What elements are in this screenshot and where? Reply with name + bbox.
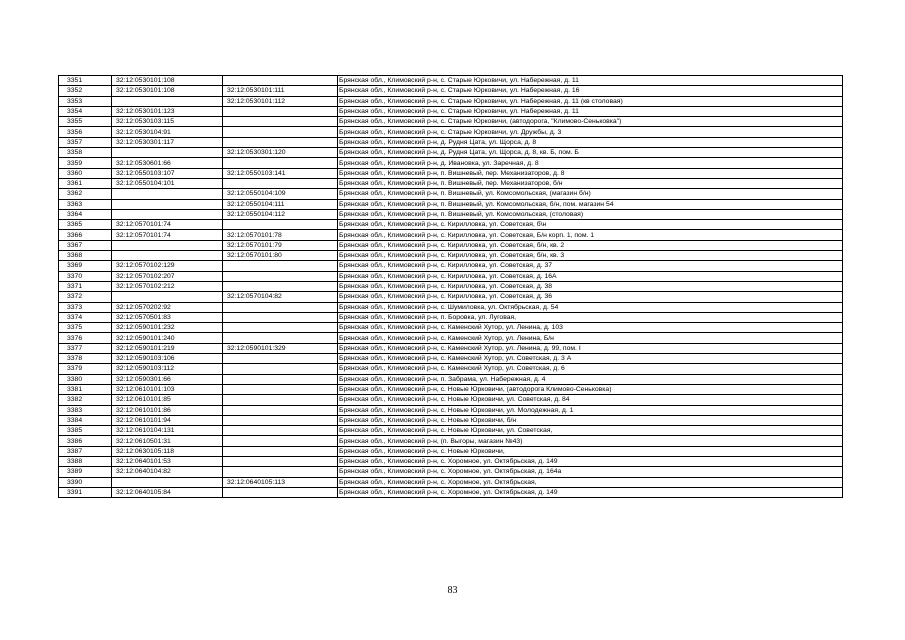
address-cell: Брянская обл., Климовский р-н, с. Новые Юрковичи, (автодорога Климово-Сеньковка) xyxy=(338,384,843,394)
table-row xyxy=(59,343,843,353)
related-cadastral-number-cell xyxy=(223,302,338,312)
cadastral-number-cell xyxy=(112,148,223,158)
cadastral-number-cell: 32:12:0640101:53 xyxy=(112,456,223,466)
address-cell: Брянская обл., Климовский р-н, п. Вишневый, ул. Комсомольская, б/н, пом. магазин 54 xyxy=(338,199,843,209)
related-cadastral-number-cell: 32:12:0570104:82 xyxy=(223,292,338,302)
related-cadastral-number-cell xyxy=(223,281,338,291)
table-row xyxy=(59,251,843,261)
address-cell: Брянская обл., Климовский р-н, д. Рудня Цата, ул. Щорса, д. 8 xyxy=(338,137,843,147)
cadastral-number-cell xyxy=(112,96,223,106)
address-cell: Брянская обл., Климовский р-н, с. Кирилловка, ул. Советская, д. 36 xyxy=(338,292,843,302)
row-number-cell: 3387 xyxy=(59,446,112,456)
table-row xyxy=(59,158,843,168)
related-cadastral-number-cell xyxy=(223,106,338,116)
cadastral-number-cell: 32:12:0530104:91 xyxy=(112,127,223,137)
related-cadastral-number-cell xyxy=(223,354,338,364)
table-row xyxy=(59,436,843,446)
address-cell: Брянская обл., Климовский р-н, с. Старые Юрковичи, ул. Набережная, д. 11 (кв столовая) xyxy=(338,96,843,106)
row-number-cell: 3391 xyxy=(59,487,112,497)
address-cell: Брянская обл., Климовский р-н, с. Кирилловка, ул. Советская, д. 37 xyxy=(338,261,843,271)
table-row xyxy=(59,96,843,106)
row-number-cell: 3360 xyxy=(59,168,112,178)
row-number-cell: 3367 xyxy=(59,240,112,250)
cadastral-number-cell: 32:12:0550103:107 xyxy=(112,168,223,178)
related-cadastral-number-cell: 32:12:0550104:111 xyxy=(223,199,338,209)
table-row xyxy=(59,137,843,147)
address-cell: Брянская обл., Климовский р-н, с. Новые Юрковичи, ул. Советская, д. 84 xyxy=(338,395,843,405)
row-number-cell: 3370 xyxy=(59,271,112,281)
address-cell: Брянская обл., Климовский р-н, д. Рудня Цата, ул. Щорса, д. 8, кв. Б, пом. Б xyxy=(338,148,843,158)
row-number-cell: 3388 xyxy=(59,456,112,466)
table-row xyxy=(59,384,843,394)
cadastral-number-cell: 32:12:0640105:84 xyxy=(112,487,223,497)
cadastral-number-cell: 32:12:0630105:118 xyxy=(112,446,223,456)
table-row xyxy=(59,456,843,466)
cadastral-number-cell: 32:12:0530101:108 xyxy=(112,86,223,96)
cadastral-number-cell: 32:12:0610101:103 xyxy=(112,384,223,394)
table-row xyxy=(59,168,843,178)
row-number-cell: 3365 xyxy=(59,220,112,230)
address-cell: Брянская обл., Климовский р-н, с. Кирилловка, ул. Советская, б/н, кв. 3 xyxy=(338,251,843,261)
table-row xyxy=(59,354,843,364)
table-row xyxy=(59,415,843,425)
related-cadastral-number-cell xyxy=(223,405,338,415)
cadastral-number-cell: 32:12:0640104:82 xyxy=(112,467,223,477)
table-row xyxy=(59,106,843,116)
row-number-cell: 3352 xyxy=(59,86,112,96)
cadastral-number-cell: 32:12:0570202:92 xyxy=(112,302,223,312)
cadastral-number-cell: 32:12:0590301:66 xyxy=(112,374,223,384)
cadastral-number-cell xyxy=(112,477,223,487)
related-cadastral-number-cell xyxy=(223,312,338,322)
related-cadastral-number-cell: 32:12:0530101:112 xyxy=(223,96,338,106)
related-cadastral-number-cell xyxy=(223,487,338,497)
row-number-cell: 3359 xyxy=(59,158,112,168)
cadastral-number-cell: 32:12:0530101:123 xyxy=(112,106,223,116)
row-number-cell: 3354 xyxy=(59,106,112,116)
related-cadastral-number-cell xyxy=(223,436,338,446)
cadastral-number-cell: 32:12:0570102:129 xyxy=(112,261,223,271)
row-number-cell: 3358 xyxy=(59,148,112,158)
related-cadastral-number-cell xyxy=(223,137,338,147)
page-number: 83 xyxy=(447,585,458,596)
cadastral-number-cell: 32:12:0610501:31 xyxy=(112,436,223,446)
related-cadastral-number-cell xyxy=(223,117,338,127)
table-row xyxy=(59,86,843,96)
cadastral-number-cell xyxy=(112,240,223,250)
row-number-cell: 3381 xyxy=(59,384,112,394)
related-cadastral-number-cell xyxy=(223,333,338,343)
table-row xyxy=(59,240,843,250)
address-cell: Брянская обл., Климовский р-н, с. Шумиловка, ул. Октябрьская, д. 54 xyxy=(338,302,843,312)
table-row xyxy=(59,178,843,188)
address-cell: Брянская обл., Климовский р-н, с. Новые Юрковичи, ул. Молодежная, д. 1 xyxy=(338,405,843,415)
address-cell: Брянская обл., Климовский р-н, с. Каменский Хутор, ул. Ленина, Б/н xyxy=(338,333,843,343)
address-cell: Брянская обл., Климовский р-н, с. Хоромное, ул. Октябрьская, д. 164а xyxy=(338,467,843,477)
row-number-cell: 3378 xyxy=(59,354,112,364)
related-cadastral-number-cell xyxy=(223,323,338,333)
cadastral-number-cell: 32:12:0570102:207 xyxy=(112,271,223,281)
row-number-cell: 3361 xyxy=(59,178,112,188)
related-cadastral-number-cell: 32:12:0570101:78 xyxy=(223,230,338,240)
related-cadastral-number-cell xyxy=(223,374,338,384)
table-row xyxy=(59,323,843,333)
address-cell: Брянская обл., Климовский р-н, п. Вишневый, пер. Механизаторов, б/н xyxy=(338,178,843,188)
table-row xyxy=(59,199,843,209)
table-row xyxy=(59,117,843,127)
related-cadastral-number-cell xyxy=(223,415,338,425)
cadastral-number-cell xyxy=(112,251,223,261)
cadastral-number-cell xyxy=(112,292,223,302)
table-row xyxy=(59,148,843,158)
address-cell: Брянская обл., Климовский р-н, с. Новые Юрковичи, ул. Советская, xyxy=(338,426,843,436)
address-cell: Брянская обл., Климовский р-н, п. Забрама, ул. Набережная, д. 4 xyxy=(338,374,843,384)
address-cell: Брянская обл., Климовский р-н, с. Кирилловка, ул. Советская, д. 16А xyxy=(338,271,843,281)
row-number-cell: 3377 xyxy=(59,343,112,353)
row-number-cell: 3385 xyxy=(59,426,112,436)
address-cell: Брянская обл., Климовский р-н, с. Хоромное, ул. Октябрьская, д. 149 xyxy=(338,456,843,466)
address-cell: Брянская обл., Климовский р-н, с. Старые Юрковичи, ул. Набережная, д. 11 xyxy=(338,76,843,86)
related-cadastral-number-cell xyxy=(223,456,338,466)
cadastral-number-cell: 32:12:0530601:66 xyxy=(112,158,223,168)
table-row xyxy=(59,487,843,497)
row-number-cell: 3356 xyxy=(59,127,112,137)
related-cadastral-number-cell xyxy=(223,384,338,394)
address-cell: Брянская обл., Климовский р-н, с. Старые Юрковичи, ул. Набережная, д. 16 xyxy=(338,86,843,96)
related-cadastral-number-cell: 32:12:0550103:141 xyxy=(223,168,338,178)
cadastral-number-cell: 32:12:0530101:108 xyxy=(112,76,223,86)
address-cell: Брянская обл., Климовский р-н, с. Кирилловка, ул. Советская, б/н, кв. 2 xyxy=(338,240,843,250)
cadastral-number-cell: 32:12:0530103:115 xyxy=(112,117,223,127)
address-cell: Брянская обл., Климовский р-н, с. Каменский Хутор, ул. Ленина, д. 99, пом. I xyxy=(338,343,843,353)
cadastral-number-cell: 32:12:0610104:131 xyxy=(112,426,223,436)
related-cadastral-number-cell xyxy=(223,127,338,137)
row-number-cell: 3366 xyxy=(59,230,112,240)
related-cadastral-number-cell xyxy=(223,76,338,86)
related-cadastral-number-cell xyxy=(223,467,338,477)
cadastral-number-cell: 32:12:0590101:240 xyxy=(112,333,223,343)
table-row xyxy=(59,76,843,86)
cadastral-number-cell: 32:12:0590103:106 xyxy=(112,354,223,364)
table-row xyxy=(59,292,843,302)
table-row xyxy=(59,271,843,281)
related-cadastral-number-cell: 32:12:0550104:112 xyxy=(223,209,338,219)
related-cadastral-number-cell xyxy=(223,220,338,230)
related-cadastral-number-cell: 32:12:0570101:79 xyxy=(223,240,338,250)
cadastral-number-cell xyxy=(112,189,223,199)
table-row xyxy=(59,405,843,415)
related-cadastral-number-cell xyxy=(223,178,338,188)
row-number-cell: 3380 xyxy=(59,374,112,384)
related-cadastral-number-cell xyxy=(223,446,338,456)
address-cell: Брянская обл., Климовский р-н, д. Ивановка, ул. Заречная, д. 8 xyxy=(338,158,843,168)
address-cell: Брянская обл., Климовский р-н, п. Вишневый, пер. Механизаторов, д. 8 xyxy=(338,168,843,178)
cadastral-number-cell: 32:12:0570101:74 xyxy=(112,220,223,230)
address-cell: Брянская обл., Климовский р-н, п. Вишневый, ул. Комсомольская, (магазин б/н) xyxy=(338,189,843,199)
table-row xyxy=(59,261,843,271)
row-number-cell: 3386 xyxy=(59,436,112,446)
row-number-cell: 3363 xyxy=(59,199,112,209)
cadastral-number-cell: 32:12:0570501:83 xyxy=(112,312,223,322)
cadastral-number-cell: 32:12:0590101:232 xyxy=(112,323,223,333)
address-cell: Брянская обл., Климовский р-н, с. Старые Юрковичи, (автодорога, "Климово-Сеньковка") xyxy=(338,117,843,127)
row-number-cell: 3362 xyxy=(59,189,112,199)
cadastral-number-cell: 32:12:0530301:117 xyxy=(112,137,223,147)
related-cadastral-number-cell xyxy=(223,364,338,374)
cadastral-number-cell: 32:12:0590101:219 xyxy=(112,343,223,353)
address-cell: Брянская обл., Климовский р-н, (п. Выгоры, магазин №43) xyxy=(338,436,843,446)
cadastral-number-cell xyxy=(112,199,223,209)
table-row xyxy=(59,127,843,137)
related-cadastral-number-cell: 32:12:0530301:120 xyxy=(223,148,338,158)
cadastral-number-cell: 32:12:0610101:94 xyxy=(112,415,223,425)
row-number-cell: 3383 xyxy=(59,405,112,415)
row-number-cell: 3364 xyxy=(59,209,112,219)
row-number-cell: 3371 xyxy=(59,281,112,291)
related-cadastral-number-cell: 32:12:0590101:329 xyxy=(223,343,338,353)
related-cadastral-number-cell: 32:12:0570101:80 xyxy=(223,251,338,261)
related-cadastral-number-cell xyxy=(223,395,338,405)
cadastral-number-cell: 32:12:0570101:74 xyxy=(112,230,223,240)
address-cell: Брянская обл., Климовский р-н, с. Кирилловка, ул. Советская, д. 38 xyxy=(338,281,843,291)
address-cell: Брянская обл., Климовский р-н, с. Новые Юрковичи, б/н xyxy=(338,415,843,425)
row-number-cell: 3384 xyxy=(59,415,112,425)
table-row xyxy=(59,230,843,240)
row-number-cell: 3372 xyxy=(59,292,112,302)
address-cell: Брянская обл., Климовский р-н, с. Новые Юрковичи, xyxy=(338,446,843,456)
table-row xyxy=(59,281,843,291)
address-cell: Брянская обл., Климовский р-н, п. Боровка, ул. Луговая, xyxy=(338,312,843,322)
row-number-cell: 3379 xyxy=(59,364,112,374)
row-number-cell: 3374 xyxy=(59,312,112,322)
address-cell: Брянская обл., Климовский р-н, с. Старые Юрковичи, ул. Дружбы, д. 3 xyxy=(338,127,843,137)
table-row xyxy=(59,446,843,456)
cadastral-number-cell: 32:12:0590103:112 xyxy=(112,364,223,374)
row-number-cell: 3376 xyxy=(59,333,112,343)
related-cadastral-number-cell xyxy=(223,426,338,436)
cadastral-number-cell: 32:12:0570102:212 xyxy=(112,281,223,291)
row-number-cell: 3355 xyxy=(59,117,112,127)
related-cadastral-number-cell: 32:12:0530101:111 xyxy=(223,86,338,96)
row-number-cell: 3389 xyxy=(59,467,112,477)
row-number-cell: 3353 xyxy=(59,96,112,106)
address-cell: Брянская обл., Климовский р-н, п. Вишневый, ул. Комсомольская, (столовая) xyxy=(338,209,843,219)
property-table-body xyxy=(59,76,843,498)
table-row xyxy=(59,395,843,405)
address-cell: Брянская обл., Климовский р-н, с. Хоромное, ул. Октябрьская, xyxy=(338,477,843,487)
table-row xyxy=(59,209,843,219)
related-cadastral-number-cell xyxy=(223,261,338,271)
address-cell: Брянская обл., Климовский р-н, с. Кирилловка, ул. Советская, б\н xyxy=(338,220,843,230)
table-row xyxy=(59,364,843,374)
cadastral-number-cell: 32:12:0610101:85 xyxy=(112,395,223,405)
related-cadastral-number-cell xyxy=(223,158,338,168)
table-row xyxy=(59,467,843,477)
row-number-cell: 3357 xyxy=(59,137,112,147)
address-cell: Брянская обл., Климовский р-н, с. Хоромное, ул. Октябрьская, д. 149 xyxy=(338,487,843,497)
row-number-cell: 3369 xyxy=(59,261,112,271)
table-row xyxy=(59,189,843,199)
row-number-cell: 3373 xyxy=(59,302,112,312)
row-number-cell: 3390 xyxy=(59,477,112,487)
row-number-cell: 3375 xyxy=(59,323,112,333)
table-row xyxy=(59,333,843,343)
table-row xyxy=(59,220,843,230)
address-cell: Брянская обл., Климовский р-н, с. Кирилловка, ул. Советская, Б/н корп. 1, пом. 1 xyxy=(338,230,843,240)
row-number-cell: 3382 xyxy=(59,395,112,405)
row-number-cell: 3351 xyxy=(59,76,112,86)
address-cell: Брянская обл., Климовский р-н, с. Каменский Хутор, ул. Советская, д. 3 А xyxy=(338,354,843,364)
cadastral-number-cell xyxy=(112,209,223,219)
cadastral-number-cell: 32:12:0610101:86 xyxy=(112,405,223,415)
cadastral-number-cell: 32:12:0550104:101 xyxy=(112,178,223,188)
table-row xyxy=(59,312,843,322)
row-number-cell: 3368 xyxy=(59,251,112,261)
related-cadastral-number-cell xyxy=(223,271,338,281)
table-row xyxy=(59,477,843,487)
property-table xyxy=(58,75,843,498)
table-row xyxy=(59,426,843,436)
address-cell: Брянская обл., Климовский р-н, с. Старые Юрковичи, ул. Набережная, д. 11 xyxy=(338,106,843,116)
address-cell: Брянская обл., Климовский р-н, с. Каменский Хутор, ул. Ленина, д. 103 xyxy=(338,323,843,333)
related-cadastral-number-cell: 32:12:0640105:113 xyxy=(223,477,338,487)
table-row xyxy=(59,302,843,312)
table-row xyxy=(59,374,843,384)
related-cadastral-number-cell: 32:12:0550104:109 xyxy=(223,189,338,199)
address-cell: Брянская обл., Климовский р-н, с. Каменский Хутор, ул. Советская, д. 6 xyxy=(338,364,843,374)
